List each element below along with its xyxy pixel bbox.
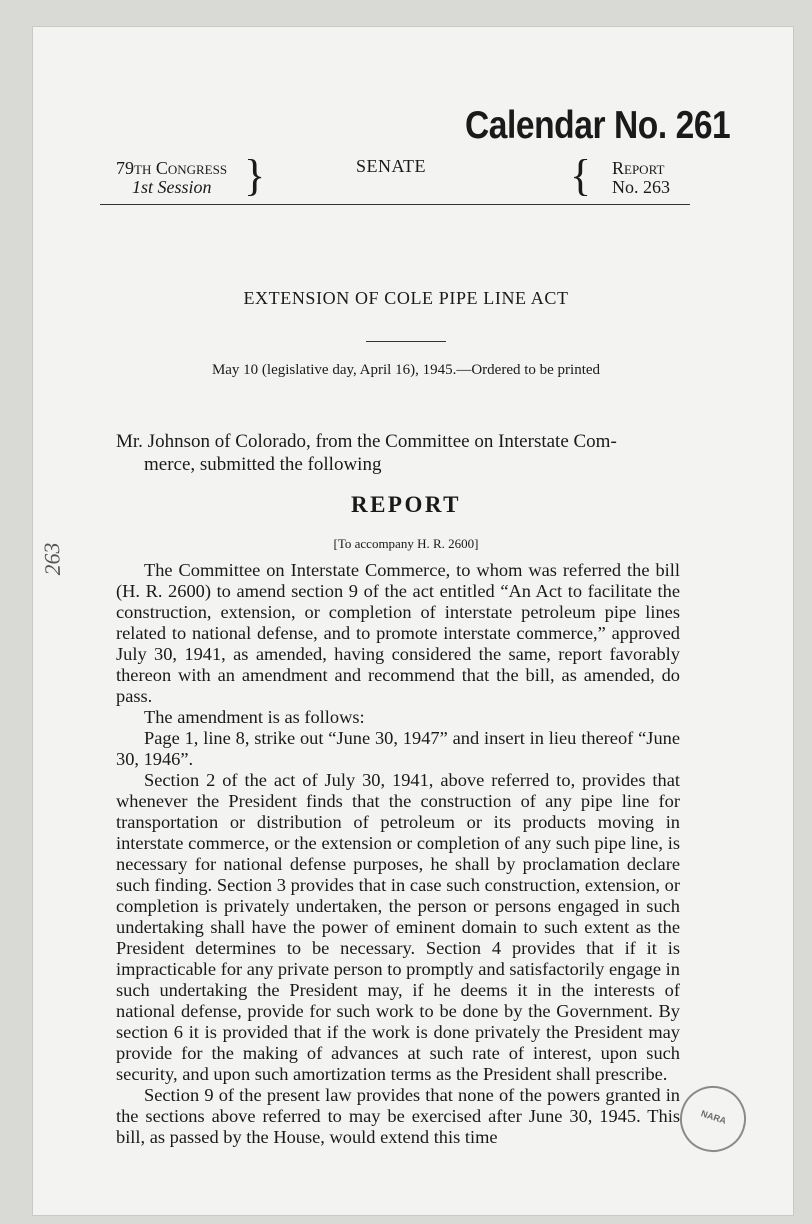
report-body [116,560,680,1148]
header-rule [100,204,690,205]
left-brace: } [244,151,266,200]
report-label: Report [612,158,665,178]
archive-stamp [671,1077,754,1160]
paragraph-section-9: Section 9 of the present law provides that none of the powers granted in the sections above referred to may be exercised after June 30, 1945. This bill, as passed by the House, would extend this time [116,1085,680,1147]
chamber-label: SENATE [356,156,426,176]
paragraph-amendment: Page 1, line 8, strike out “June 30, 1947” and insert in lieu thereof “June 30, 1946”. [116,728,680,769]
stamp-text: NARA [699,1108,728,1126]
intro-line-2: merce, submitted the following [144,454,382,475]
congress-label: 79th Congress [116,158,228,178]
intro-line-1: Mr. Johnson of Colorado, from the Committee on Interstate Com- [116,431,617,452]
calendar-number: Calendar No. 261 [465,104,731,147]
paragraph-amendment-intro: The amendment is as follows: [144,707,365,727]
right-brace: { [570,151,592,200]
paragraph-section-2: Section 2 of the act of July 30, 1941, above referred to, provides that whenever the President finds that the construction of any pipe line for transportation or distribution of petroleum or its products moving in interstate commerce, or the extension or completion of any such pipe line, is necessary for national defense purposes, he shall by proclamation declare such finding. Section 3 provides that in case such construction, extension, or completion is privately undertaken, the person or persons engaged in such undertaking shall have the power of eminent domain to such extent as the President determines to be necessary. Section 4 provides that if it is impracticable for any private person to promptly and satisfactorily engage in such undertaking the President may, if he deems it in the interests of national defense, provide for such work to be done by the Government. By section 6 it is provided that if the work is done privately the President may provide for the making of advances at such rate of interest, upon such security, and upon such amortization terms as the President shall prescribe. [116,770,680,1084]
paragraph-referral: The Committee on Interstate Commerce, to whom was referred the bill (H. R. 2600) to amend section 9 of the act entitled “An Act to facilitate the construction, extension, or completion of interstate petroleum pipe lines related to national defense, and to promote interstate commerce,” approved July 30, 1941, as amended, having considered the same, report favorably thereon with an amendment and recommend that the bill, as amended, do pass. [116,560,680,706]
accompany-note: [To accompany H. R. 2600] [333,536,479,551]
title-rule [366,341,446,342]
document-title: EXTENSION OF COLE PIPE LINE ACT [243,288,569,308]
report-heading: REPORT [350,492,462,517]
intro-statement [116,430,696,476]
report-number: No. 263 [612,177,670,197]
margin-handwriting: 263 [38,542,65,576]
ordered-printed-line: May 10 (legislative day, April 16), 1945.—Ordered to be printed [211,362,601,378]
session-label: 1st Session [132,177,212,197]
